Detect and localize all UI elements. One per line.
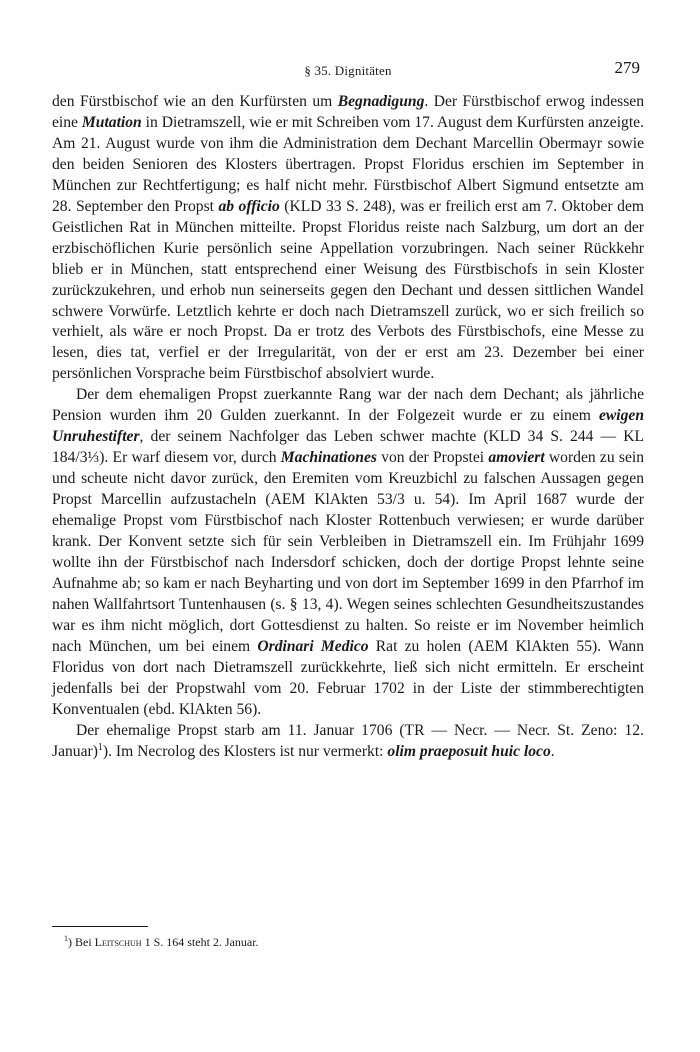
emphasis-text: amoviert [488,449,545,467]
text-run: worden zu sein und scheute nicht davor zurück, den Eremiten vom Kreuzbichl zu falschen Aussagen gegen Propst Marcellin aufzustacheln (AEM KlAkten 53/3 u. 54). Im April 1687 wurde der ehemalige Propst vom Fürstbischof nach Kloster Rottenbuch verwiesen; er wurde darüber krank. Der Konvent setzte sich für sein Verbleiben in Dietramszell ein. Im Frühjahr 1699 wollte ihn der Fürstbischof nach Indersdorf schicken, doch der dortige Propst lehnte seine Aufnahme ab; so kam er nach Beyharting und von dort im September 1699 in den Pfarrhof im nahen Wallfahrtsort Tuntenhausen (s. § 13, 4). Wegen seines schlechten Gesundheitszustandes war es ihm nicht möglich, dort Gottesdienst zu halten. So reiste er im November heimlich nach München, um bei einem [52,449,644,655]
emphasis-text: Ordinari Medico [257,637,369,655]
page-number: 279 [614,58,640,77]
footnote-marker: 1 [64,934,68,943]
text-run: . Der Fürstbischof erwog indessen eine [52,93,644,131]
text-run: Der dem ehemaligen Propst zuerkannte Rang war der nach dem Dechant; als jährliche Pension wurden ihm 20 Gulden zuerkannt. In der Folgezeit wurde er zu einem [52,386,644,425]
text-run: , der seinem Nachfolger das Leben schwer machte (KLD 34 S. 244 — KL 184/3⅓). Er warf diesem vor, durch [52,428,644,467]
paragraph [52,92,644,385]
footnote-reference: 1 [97,741,103,753]
emphasis-text: Mutation [81,113,142,131]
text-run: den Fürstbischof wie an den Kurfürsten um [52,93,338,110]
body-text [52,92,644,763]
footnote-author: Leitschuh [94,935,142,949]
text-run: (KLD 33 S. 248), was er freilich erst am 7. Oktober dem Geistlichen Rat in München mitteilte. Propst Floridus reiste nach Salzburg, um dort an der erzbischöflichen Kurie persönlich seine Appellation vorzubringen. Nach seiner Rückkehr blieb er in München, statt entsprechend einer Weisung des Fürstbischofs in sein Kloster zurückzukehren, und erhob nun seinerseits gegen den Dechant und dessen sittlichen Wandel schwere Vorwürfe. Letztlich kehrte er doch nach Dietramszell zurück, wo er sich freilich so verhielt, als wäre er noch Propst. Da er trotz des Verbots des Fürstbischofs, eine Messe zu lesen, dies tat, verfiel er der Irregularität, von der er erst am 23. Dezember bei einer persönlichen Vorsprache beim Fürstbischof absolviert wurde. [52,197,644,383]
emphasis-text: olim praeposuit huic loco [387,742,551,760]
text-run: in Dietramszell, wie er mit Schreiben vom 17. August dem Kurfürsten anzeigte. Am 21. August wurde von ihm die Administration dem Dechant Marcellin Obermayr sowie den beiden Senioren des Klosters übertragen. Propst Floridus erschien im September in München zur Rechtfertigung; es half nicht mehr. Fürstbischof Albert Sigmund entsetzte am 28. September den Propst [52,113,644,215]
footnote-marker-suffix: ) Bei [68,935,95,949]
text-run: Rat zu holen (AEM KlAkten 55). Wann Floridus von dort nach Dietramszell zurückkehrte, ließ sich nicht ermitteln. Er erscheint jedenfalls bei der Propstwahl vom 20. Februar 1702 in der Liste der stimmberechtigten Konventualen (ebd. KlAkten 56). [52,637,644,718]
running-head [52,58,644,82]
footnote [64,934,644,950]
text-run: . [550,742,555,760]
emphasis-text: Begnadigung [337,93,425,110]
emphasis-text: Machinationes [280,449,377,467]
emphasis-text: ewigen Unruhestifter [52,407,644,446]
section-title: § 35. Dignitäten [304,63,392,78]
paragraph [52,385,644,720]
footnote-rule [52,926,148,927]
text-run: ). Im Necrolog des Klosters ist nur vermerkt: [102,742,388,760]
paragraph [52,721,644,763]
footnote-text: 1 S. 164 steht 2. Januar. [141,935,259,949]
text-run: von der Propstei [376,449,489,467]
emphasis-text: ab officio [218,197,280,215]
text-run: Der ehemalige Propst starb am 11. Januar 1706 (TR — Necr. — Necr. St. Zeno: 12. Januar) [52,721,644,760]
